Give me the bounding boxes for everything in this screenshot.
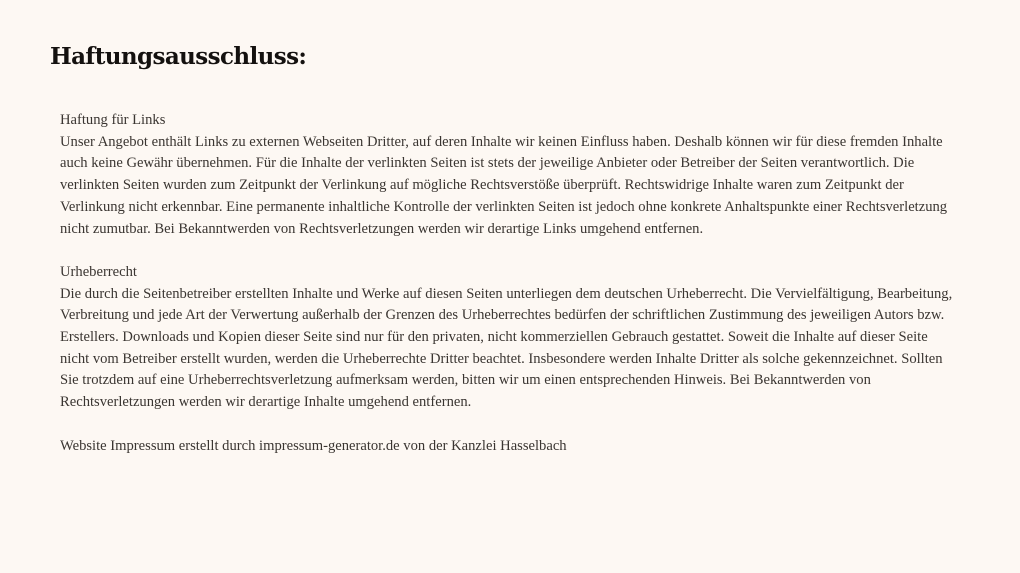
section-copyright [60,262,960,414]
generator-credit: Website Impressum erstellt durch impressum-generator.de von der Kanzlei Hasselbach [60,437,567,454]
section-links-liability [60,110,960,240]
page-title: Haftungsausschluss: [50,43,307,70]
disclaimer-content [60,110,960,457]
section-body: Unser Angebot enthält Links zu externen Webseiten Dritter, auf deren Inhalte wir keinen Einfluss haben. Deshalb können wir für diese fremden Inhalte auch keine Gewähr übernehmen. Für die Inhalte der verlinkten Seiten ist stets der jeweilige Anbieter oder Betreiber der Seiten verantwortlich. Die verlinkten Seiten wurden zum Zeitpunkt der Verlinkung auf mögliche Rechtsverstöße überprüft. Rechtswidrige Inhalte waren zum Zeitpunkt der Verlinkung nicht erkennbar. Eine permanente inhaltliche Kontrolle der verlinkten Seiten ist jedoch ohne konkrete Anhaltspunkte einer Rechtsverletzung nicht zumutbar. Bei Bekanntwerden von Rechtsverletzungen werden wir derartige Links umgehend entfernen. [60,133,948,237]
section-body: Die durch die Seitenbetreiber erstellten Inhalte und Werke auf diesen Seiten unterliegen dem deutschen Urheberrecht. Die Vervielfältigung, Bearbeitung, Verbreitung und jede Art der Verwertung außerhalb der Grenzen des Urheberrechtes bedürfen der schriftlichen Zustimmung des jeweiligen Autors bzw. Erstellers. Downloads und Kopien dieser Seite sind nur für den privaten, nicht kommerziellen Gebrauch gestattet. Soweit die Inhalte auf dieser Seite nicht vom Betreiber erstellt wurden, werden die Urheberrechte Dritter beachtet. Insbesondere werden Inhalte Dritter als solche gekennzeichnet. Sollten Sie trotzdem auf eine Urheberrechtsverletzung aufmerksam werden, bitten wir um einen entsprechenden Hinweis. Bei Bekanntwerden von Rechtsverletzungen werden wir derartige Inhalte umgehend entfernen. [60,285,953,411]
section-heading: Haftung für Links [60,112,166,128]
section-heading: Urheberrecht [60,263,137,280]
